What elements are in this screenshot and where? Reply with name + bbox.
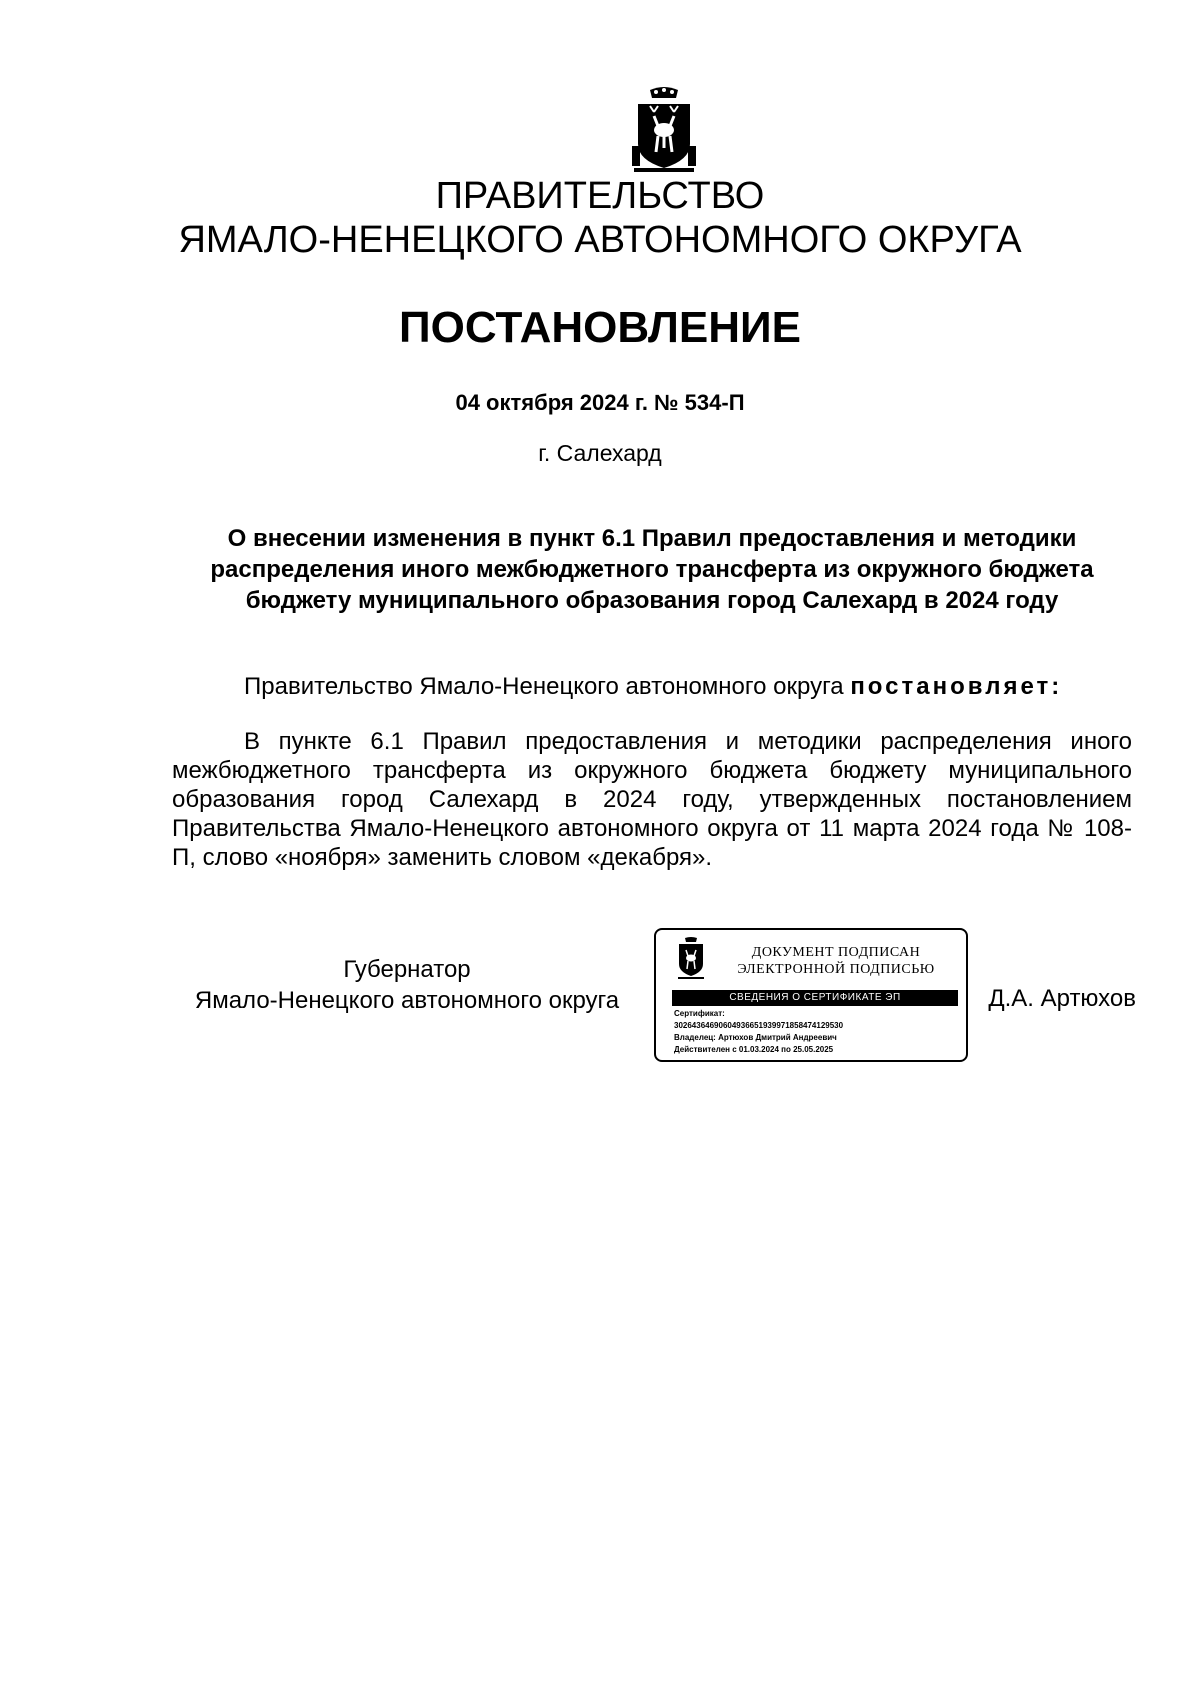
stamp-heading xyxy=(716,944,956,978)
coat-of-arms-icon xyxy=(630,86,698,174)
stamp-heading-line2: ЭЛЕКТРОННОЙ ПОДПИСЬЮ xyxy=(737,962,935,977)
document-title: О внесении изменения в пункт 6.1 Правил предоставления и методики распределения иного межбюджетного трансферта из окружного бюджета бюджету муниципального образования город Салехард в 2024 году xyxy=(210,525,1094,614)
e-signature-stamp xyxy=(654,928,968,1062)
stamp-owner: Владелец: Артюхов Дмитрий Андреевич xyxy=(674,1033,837,1042)
stamp-certificate-bar: СВЕДЕНИЯ О СЕРТИФИКАТЕ ЭП xyxy=(672,990,958,1006)
stamp-cert-label: Сертификат: xyxy=(674,1009,725,1018)
document-type: ПОСТАНОВЛЕНИЕ xyxy=(398,303,802,352)
paragraph-preamble xyxy=(172,672,1132,701)
preamble-text: Правительство Ямало-Ненецкого автономного округа xyxy=(244,673,851,700)
stamp-validity: Действителен с 01.03.2024 по 25.05.2025 xyxy=(674,1045,834,1054)
signatory-position xyxy=(172,954,642,1016)
stamp-cert-number: 30264364690604936651939971858474129530 xyxy=(674,1021,844,1030)
signatory-position-line1: Губернатор xyxy=(343,956,471,983)
stamp-heading-line1: ДОКУМЕНТ ПОДПИСАН xyxy=(751,945,921,960)
preamble-emphasis: постановляет: xyxy=(850,673,1063,700)
coat-of-arms-icon xyxy=(676,936,706,980)
city: г. Салехард xyxy=(538,440,662,466)
signatory-name: Д.А. Артюхов xyxy=(988,985,1136,1012)
stamp-certificate-info xyxy=(674,1008,843,1056)
org-name-line1: ПРАВИТЕЛЬСТВО xyxy=(435,175,765,217)
org-name-line2: ЯМАЛО-НЕНЕЦКОГО АВТОНОМНОГО ОКРУГА xyxy=(178,219,1022,261)
date-and-number: 04 октября 2024 г. № 534-П xyxy=(455,390,745,415)
paragraph-resolution: В пункте 6.1 Правил предоставления и методики распределения иного межбюджетного трансферта из окружного бюджета бюджету муниципального образования город Салехард в 2024 году, утвержденных постановлением Правительства Ямало-Ненецкого автономного округа от 11 марта 2024 года № 108-П, слово «ноября» заменить словом «декабря». xyxy=(172,728,1132,871)
signatory-position-line2: Ямало-Ненецкого автономного округа xyxy=(194,987,620,1014)
